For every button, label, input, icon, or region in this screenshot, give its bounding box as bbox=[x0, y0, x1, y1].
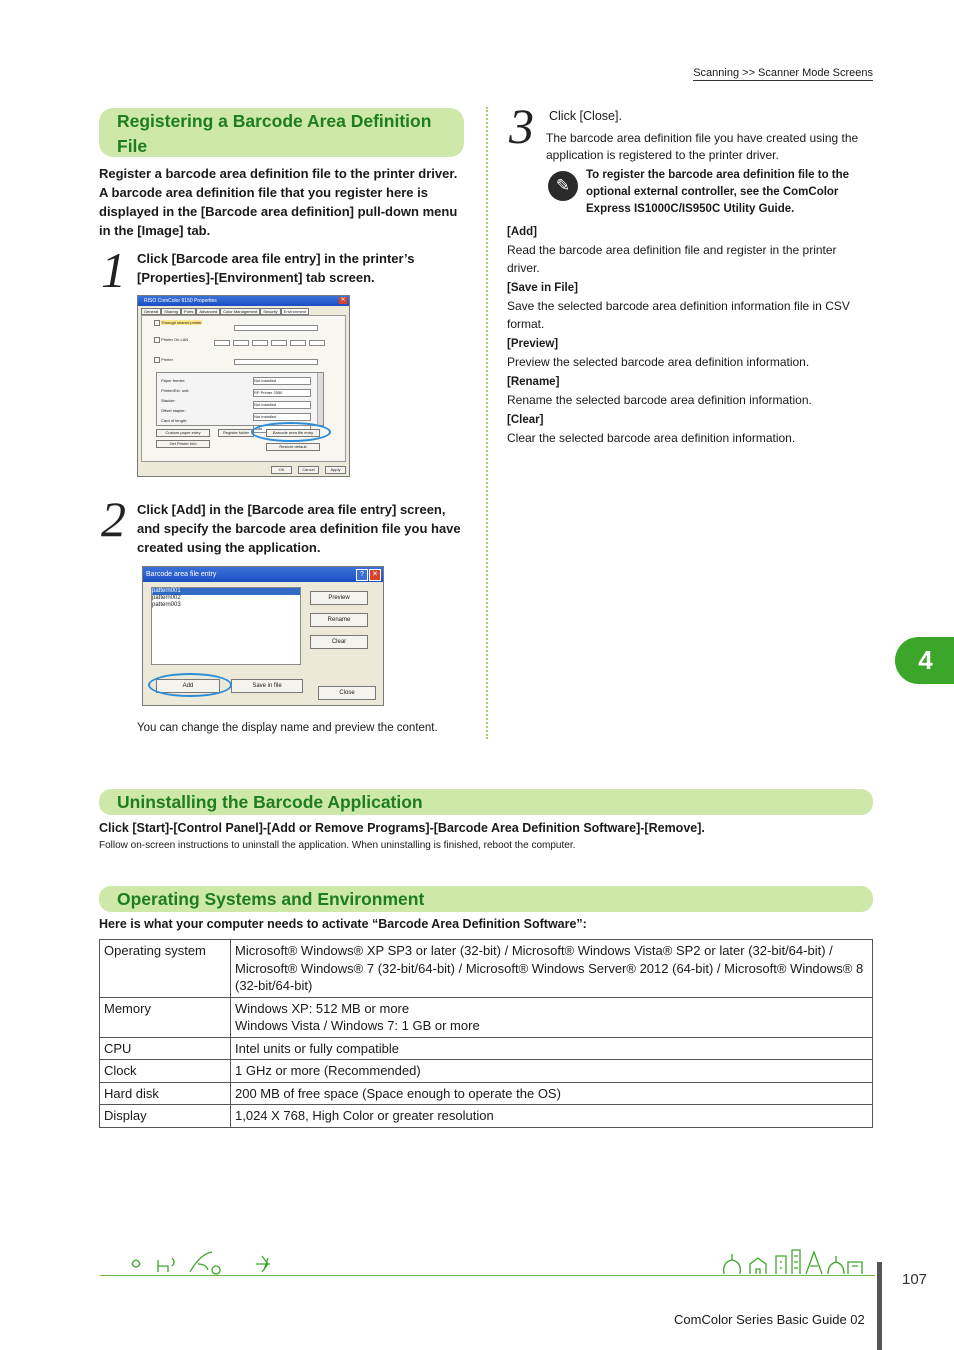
properties-titlebar bbox=[138, 296, 349, 306]
section-title-register bbox=[99, 108, 464, 157]
definitions-list bbox=[507, 223, 867, 447]
def-term-save: [Save in File] bbox=[507, 282, 578, 294]
config-label-2: Printer/Ext. unit: bbox=[161, 388, 190, 393]
config-select-2[interactable]: RP Printer 2550 bbox=[253, 389, 311, 397]
table-row bbox=[100, 1037, 873, 1060]
pattern-list[interactable] bbox=[151, 587, 301, 665]
preview-button[interactable]: Preview bbox=[310, 591, 368, 605]
ip-field-2[interactable] bbox=[233, 340, 249, 346]
row-label: CPU bbox=[100, 1037, 231, 1060]
close-icon[interactable]: ✕ bbox=[369, 569, 381, 581]
tab-ports[interactable]: Ports bbox=[181, 308, 196, 315]
footer-illustration-right bbox=[720, 1240, 868, 1276]
option-lan[interactable] bbox=[154, 337, 188, 343]
barcode-entry-titlebar bbox=[143, 567, 383, 582]
uninstall-instruction: Click [Start]-[Control Panel]-[Add or Remove Programs]-[Barcode Area Definition Software]-[Remove]. bbox=[99, 821, 705, 835]
clear-button[interactable]: Clear bbox=[310, 635, 368, 649]
option-shared[interactable] bbox=[154, 320, 202, 326]
properties-close-icon: ✕ bbox=[340, 297, 346, 303]
step-number-1: 1 bbox=[101, 242, 126, 298]
row-value-line1: Windows XP: 512 MB or more bbox=[235, 1000, 410, 1016]
save-in-file-button[interactable]: Save in file bbox=[231, 679, 303, 693]
row-value: 1 GHz or more (Recommended) bbox=[231, 1060, 873, 1083]
def-term-clear: [Clear] bbox=[507, 414, 544, 426]
tab-color-management[interactable]: Color Management bbox=[220, 308, 260, 315]
pattern-item-2[interactable]: pattern002 bbox=[152, 595, 181, 601]
section-title-register-text: Registering a Barcode Area Definition File bbox=[117, 111, 432, 156]
cancel-button[interactable]: Cancel bbox=[298, 466, 319, 474]
config-label-4: Offset stapler: bbox=[161, 408, 186, 413]
ip-field-1[interactable] bbox=[214, 340, 230, 346]
config-label-3: Stacker: bbox=[161, 398, 176, 403]
section-title-os: Operating Systems and Environment bbox=[99, 886, 873, 912]
chapter-tab[interactable]: 4 bbox=[895, 637, 954, 684]
note-text: To register the barcode area definition file to the optional external controller, see the ComColor Express IS1000C/IS950C Utility Guide. bbox=[586, 169, 850, 215]
close-button[interactable]: Close bbox=[318, 686, 376, 700]
config-select-4[interactable]: Not installed bbox=[253, 413, 311, 421]
footer-vertical-bar bbox=[877, 1262, 882, 1350]
register-folder-button[interactable]: Register folder bbox=[218, 429, 254, 437]
note-icon: ✎ bbox=[548, 171, 578, 201]
row-value-line1: Microsoft® Windows® XP SP3 or later (32-bit) / Microsoft® Windows Vista® SP2 or later (32-bit/64-bit) / Microsoft® Windows® 7 (32-bit/64-bit) / Microsoft® Windows Server® 2012 (64-bit) / Microsoft® Windows® 8 (32-bit/64-bit) bbox=[235, 943, 864, 993]
page-number: 107 bbox=[902, 1271, 928, 1288]
printer-field[interactable] bbox=[234, 359, 318, 365]
def-desc-clear: Clear the selected barcode area definition information. bbox=[507, 431, 796, 445]
row-value: 200 MB of free space (Space enough to operate the OS) bbox=[231, 1082, 873, 1105]
row-label: Clock bbox=[100, 1060, 231, 1083]
footer-illustration-left bbox=[128, 1246, 288, 1276]
row-label: Operating system bbox=[100, 940, 231, 998]
footer-rule bbox=[100, 1275, 875, 1276]
option-shared-label: Through shared printer bbox=[161, 320, 202, 326]
config-scrollbar[interactable] bbox=[317, 373, 323, 425]
screenshot-caption: You can change the display name and preview the content. bbox=[137, 722, 438, 734]
column-divider bbox=[486, 107, 488, 739]
option-lan-checkbox[interactable] bbox=[154, 337, 160, 343]
breadcrumb: Scanning >> Scanner Mode Screens bbox=[693, 67, 873, 79]
help-icon[interactable]: ? bbox=[356, 569, 368, 581]
config-label-1: Paper feeder: bbox=[161, 378, 186, 383]
uninstall-note: Follow on-screen instructions to uninstall the application. When uninstalling is finished, reboot the computer. bbox=[99, 840, 576, 851]
table-row bbox=[100, 1082, 873, 1105]
table-row bbox=[100, 997, 873, 1037]
shared-field[interactable] bbox=[234, 325, 318, 331]
table-row bbox=[100, 1060, 873, 1083]
table-row bbox=[100, 1105, 873, 1128]
restore-default-button[interactable]: Restore default bbox=[266, 443, 320, 451]
step3-text: The barcode area definition file you have created using the application is registered to the printer driver. bbox=[546, 131, 859, 162]
highlight-oval-barcode-entry bbox=[251, 422, 331, 442]
step-number-3: 3 bbox=[509, 98, 534, 154]
barcode-file-entry-screenshot bbox=[142, 566, 384, 706]
ip-field-6[interactable] bbox=[309, 340, 325, 346]
def-term-add: [Add] bbox=[507, 226, 538, 238]
custom-paper-entry-button[interactable]: Custom paper entry bbox=[156, 429, 210, 437]
apply-button[interactable]: Apply bbox=[325, 466, 346, 474]
config-list bbox=[156, 372, 324, 431]
intro-text: Register a barcode area definition file to the printer driver. A barcode area definition file that you register here is displayed in the [Barcode area definition] pull-down menu in the [Image] tab. bbox=[99, 166, 458, 238]
def-term-preview: [Preview] bbox=[507, 338, 559, 350]
highlight-oval-add bbox=[148, 673, 232, 697]
def-desc-rename: Rename the selected barcode area definition information. bbox=[507, 393, 812, 407]
tab-security[interactable]: Security bbox=[260, 308, 280, 315]
properties-tabs bbox=[141, 308, 309, 315]
config-label-5: Card of length: bbox=[161, 418, 188, 423]
os-requirements-table bbox=[99, 939, 873, 1128]
config-select-1[interactable]: Not installed bbox=[253, 377, 311, 385]
guide-title: ComColor Series Basic Guide 02 bbox=[674, 1312, 865, 1327]
row-value bbox=[231, 997, 873, 1037]
properties-title: RISO ComColor 9150 Properties bbox=[144, 298, 217, 304]
def-desc-preview: Preview the selected barcode area definition information. bbox=[507, 355, 810, 369]
option-shared-checkbox[interactable] bbox=[154, 320, 160, 326]
row-label: Memory bbox=[100, 997, 231, 1037]
ip-fields bbox=[214, 340, 325, 346]
pattern-item-1[interactable]: pattern001 bbox=[152, 588, 300, 595]
config-select-5[interactable]: Auto bbox=[253, 425, 311, 433]
tab-advanced[interactable]: Advanced bbox=[196, 308, 220, 315]
tab-general[interactable]: General bbox=[141, 308, 161, 315]
ip-field-3[interactable] bbox=[252, 340, 268, 346]
row-value: Intel units or fully compatible bbox=[231, 1037, 873, 1060]
def-desc-add: Read the barcode area definition file and register in the printer driver. bbox=[507, 243, 837, 275]
add-button[interactable]: Add bbox=[156, 679, 220, 693]
ip-field-4[interactable] bbox=[271, 340, 287, 346]
row-value: 1,024 X 768, High Color or greater resolution bbox=[231, 1105, 873, 1128]
barcode-area-file-entry-button[interactable]: Barcode area file entry bbox=[266, 429, 320, 437]
option-lan-label: Printer On LAN bbox=[161, 337, 189, 343]
step1-text: Click [Barcode area file entry] in the printer’s [Properties]-[Environment] tab screen. bbox=[137, 251, 415, 285]
rename-button[interactable]: Rename bbox=[310, 613, 368, 627]
ok-button[interactable]: OK bbox=[271, 466, 292, 474]
section-title-uninstall: Uninstalling the Barcode Application bbox=[99, 789, 873, 815]
step-number-2: 2 bbox=[101, 491, 126, 547]
pattern-item-3[interactable]: pattern003 bbox=[152, 602, 181, 608]
ip-field-5[interactable] bbox=[290, 340, 306, 346]
tab-sharing[interactable]: Sharing bbox=[161, 308, 181, 315]
row-value bbox=[231, 940, 873, 998]
os-intro: Here is what your computer needs to activate “Barcode Area Definition Software”: bbox=[99, 917, 587, 931]
barcode-entry-title: Barcode area file entry bbox=[146, 571, 217, 578]
tab-environment[interactable]: Environment bbox=[281, 308, 309, 315]
def-term-rename: [Rename] bbox=[507, 376, 560, 388]
get-printer-info-button[interactable]: Get Printer Info bbox=[156, 440, 210, 448]
properties-screenshot bbox=[137, 295, 350, 477]
step3-title: Click [Close]. bbox=[549, 109, 622, 123]
row-label: Hard disk bbox=[100, 1082, 231, 1105]
step2-text: Click [Add] in the [Barcode area file entry] screen, and specify the barcode area definition file you have created using the application. bbox=[137, 502, 461, 555]
option-printer[interactable] bbox=[154, 357, 173, 363]
option-printer-checkbox[interactable] bbox=[154, 357, 160, 363]
table-row bbox=[100, 940, 873, 998]
def-desc-save: Save the selected barcode area definition information file in CSV format. bbox=[507, 299, 850, 331]
row-label: Display bbox=[100, 1105, 231, 1128]
config-select-3[interactable]: Not installed bbox=[253, 401, 311, 409]
row-value-line2: Windows Vista / Windows 7: 1 GB or more bbox=[235, 1018, 480, 1033]
option-printer-label: Printer bbox=[161, 357, 173, 363]
